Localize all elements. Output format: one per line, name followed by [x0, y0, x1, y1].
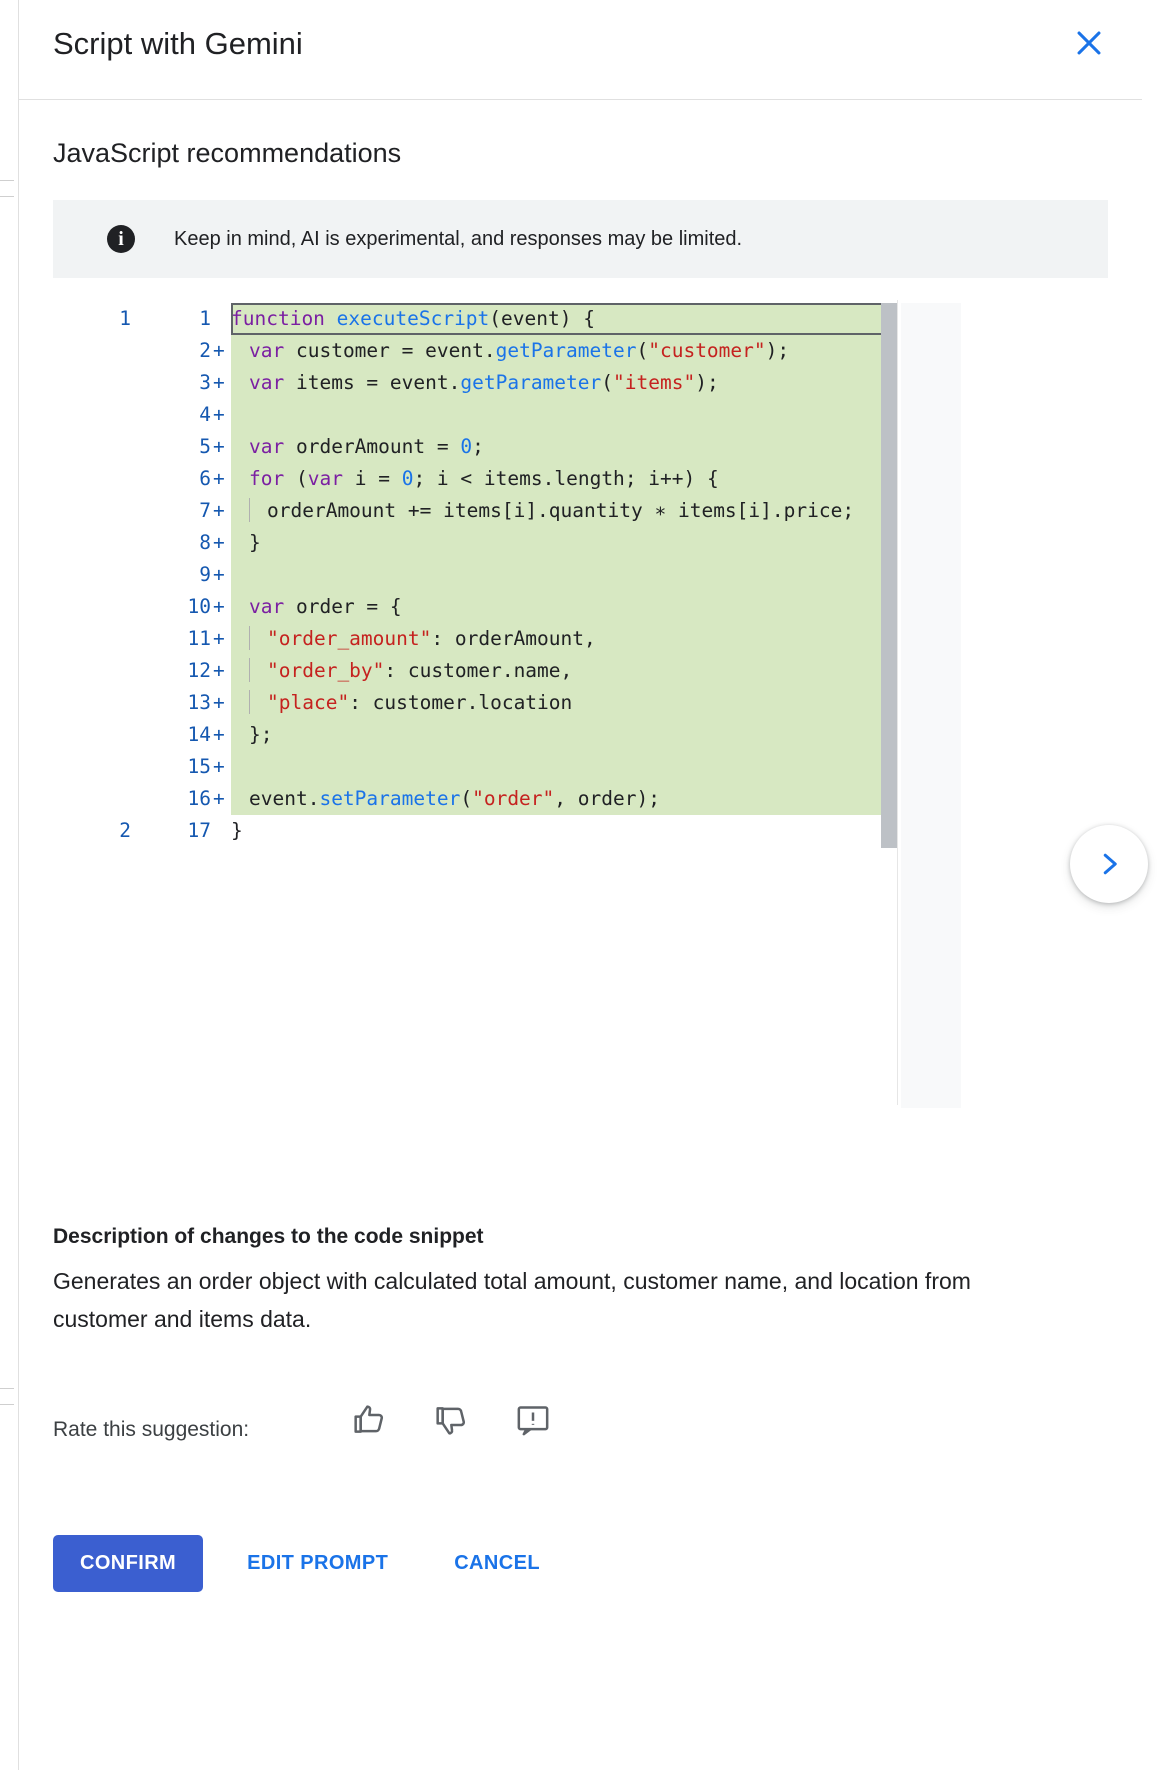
code-lines: function executeScript(event) { var customer = event.getParameter("customer"); var items = event.getParameter("items"); var orderAmount = 0; for (var i = 0; i < items.length; i++) { orderAmount += items[i].quantity ∗ items[i].price; } var order = { "order_amount": orderAmount, "order_by": customer.name, "place": customer.location }; event.setParameter("order", order); }	[231, 303, 898, 847]
edit-prompt-button[interactable]: EDIT PROMPT	[225, 1535, 410, 1592]
gutter-change-signs: + + + + + + + + + + + + + + +	[213, 339, 225, 810]
gutter-old-line-numbers: 1 2	[119, 307, 131, 842]
code-minimap[interactable]	[901, 303, 961, 1108]
next-suggestion-button[interactable]	[1070, 825, 1148, 903]
description-body: Generates an order object with calculated total amount, customer name, and location from customer and items data.	[53, 1268, 971, 1332]
rating-label: Rate this suggestion:	[53, 1418, 250, 1441]
description-title: Description of changes to the code snippet	[53, 1225, 484, 1248]
script-with-gemini-dialog	[18, 0, 1142, 1770]
chevron-right-icon	[1094, 849, 1124, 879]
report-icon[interactable]	[513, 1400, 553, 1445]
rating-controls	[349, 1400, 553, 1445]
close-icon[interactable]	[1072, 26, 1106, 60]
dialog-header	[19, 0, 1142, 100]
ai-disclaimer-banner	[53, 200, 1108, 278]
code-vertical-scrollbar[interactable]	[881, 303, 897, 848]
section-title: JavaScript recommendations	[53, 138, 402, 168]
page-title: Script with Gemini	[53, 26, 303, 61]
thumb-down-icon[interactable]	[431, 1400, 471, 1445]
gutter-new-line-numbers: 1 2 3 4 5 6 7 8 9 10 11 12 13 14 15 16 17	[187, 307, 211, 842]
confirm-button[interactable]: CONFIRM	[53, 1535, 203, 1592]
cancel-button[interactable]: CANCEL	[432, 1535, 562, 1592]
code-diff-viewer[interactable]	[53, 300, 1108, 1105]
dialog-actions	[53, 1535, 562, 1592]
code-scroll-region[interactable]	[53, 300, 898, 1105]
thumb-up-icon[interactable]	[349, 1400, 389, 1445]
info-icon: i	[107, 225, 135, 253]
ai-disclaimer-text: Keep in mind, AI is experimental, and responses may be limited.	[174, 227, 743, 250]
